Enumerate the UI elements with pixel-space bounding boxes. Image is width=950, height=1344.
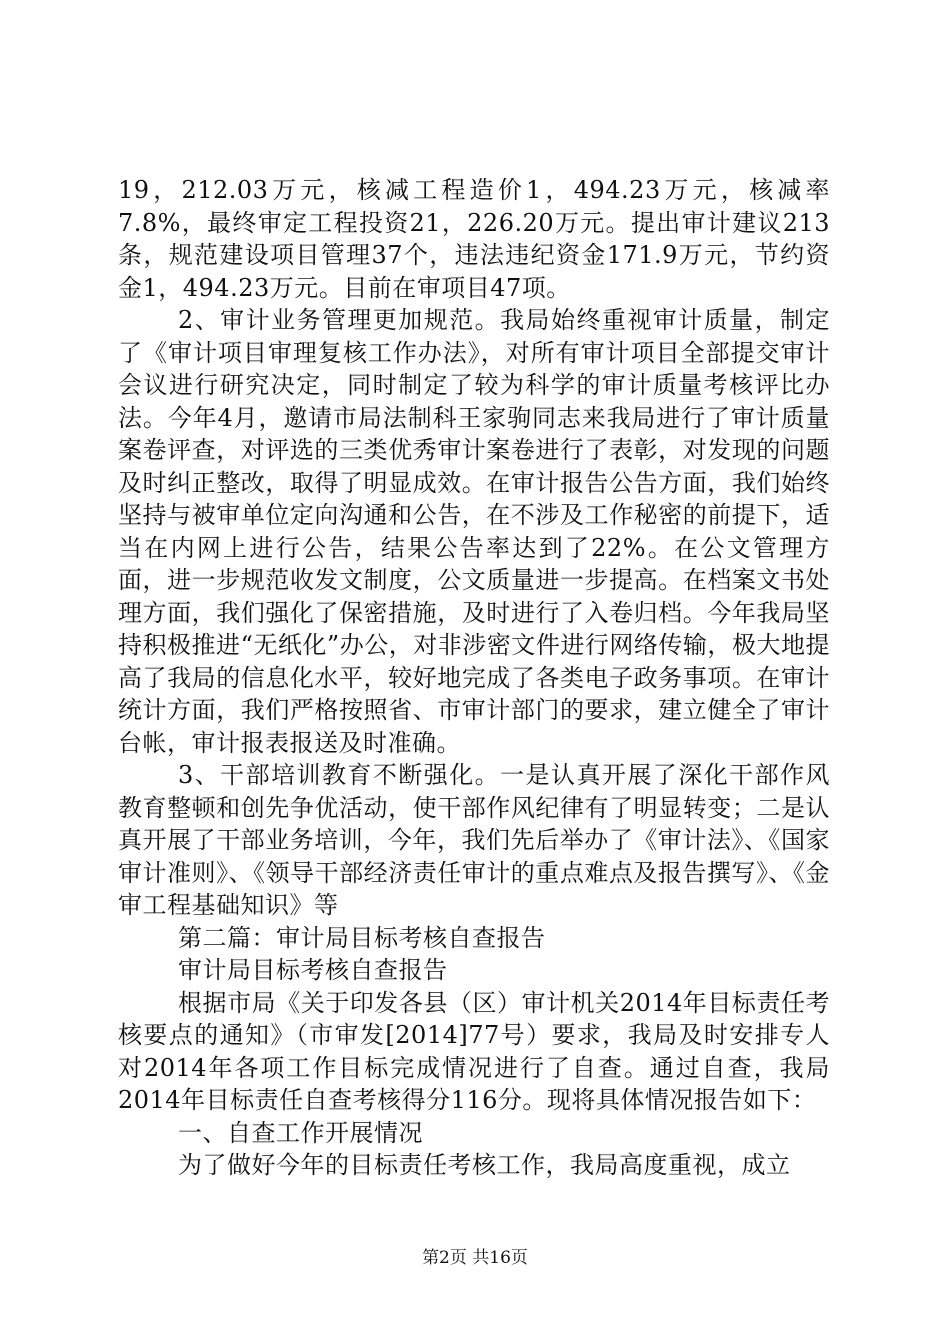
report-title: 审计局目标考核自查报告: [178, 956, 448, 984]
page-number-footer: 第2页 共16页: [422, 1248, 528, 1268]
paragraph-intro: 根据市局《关于印发各县（区）审计机关2014年目标责任考核要点的通知》（市审发[2014]77号）要求，我局及时安排专人对2014年各项工作目标完成情况进行了自查。通过自查，我局2014年目标责任自查考核得分116分。现将具体情况报告如下：: [118, 988, 830, 1114]
paragraph-cadre-training: 3、干部培训教育不断强化。一是认真开展了深化干部作风教育整顿和创先争优活动，使干部作风纪律有了明显转变；二是认真开展了干部业务培训，今年，我们先后举办了《审计法》、《国家审计准则》、《领导干部经济责任审计的重点难点及报告撰写》、《金审工程基础知识》等: [118, 761, 830, 919]
document-body: [118, 174, 830, 1182]
subheading-self-inspection: 一、自查工作开展情况: [178, 1118, 423, 1147]
section-heading-part-two: 第二篇：审计局目标考核自查报告: [178, 923, 546, 952]
paragraph-audit-management: 2、审计业务管理更加规范。我局始终重视审计质量，制定了《审计项目审理复核工作办法》，对所有审计项目全部提交审计会议进行研究决定，同时制定了较为科学的审计质量考核评比办法。今年4月，邀请市局法制科王家驹同志来我局进行了审计质量案卷评查，对评选的三类优秀审计案卷进行了表彰，对发现的问题及时纠正整改，取得了明显成效。在审计报告公告方面，我们始终坚持与被审单位定向沟通和公告，在不涉及工作秘密的前提下，适当在内网上进行公告，结果公告率达到了22%。在公文管理方面，进一步规范收发文制度，公文质量进一步提高。在档案文书处理方面，我们强化了保密措施，及时进行了入卷归档。今年我局坚持积极推进“无纸化”办公，对非涉密文件进行网络传输，极大地提高了我局的信息化水平，较好地完成了各类电子政务事项。在审计统计方面，我们严格按照省、市审计部门的要求，建立健全了审计台帐，审计报表报送及时准确。: [118, 306, 830, 757]
paragraph-self-inspection-start: 为了做好今年的目标责任考核工作，我局高度重视，成立: [178, 1151, 791, 1179]
paragraph-continuation: 19，212.03万元，核减工程造价1，494.23万元，核减率7.8%，最终审定工程投资21，226.20万元。提出审计建议213条，规范建设项目管理37个，违法违纪资金171.9万元，节约资金1，494.23万元。目前在审项目47项。: [118, 176, 830, 302]
